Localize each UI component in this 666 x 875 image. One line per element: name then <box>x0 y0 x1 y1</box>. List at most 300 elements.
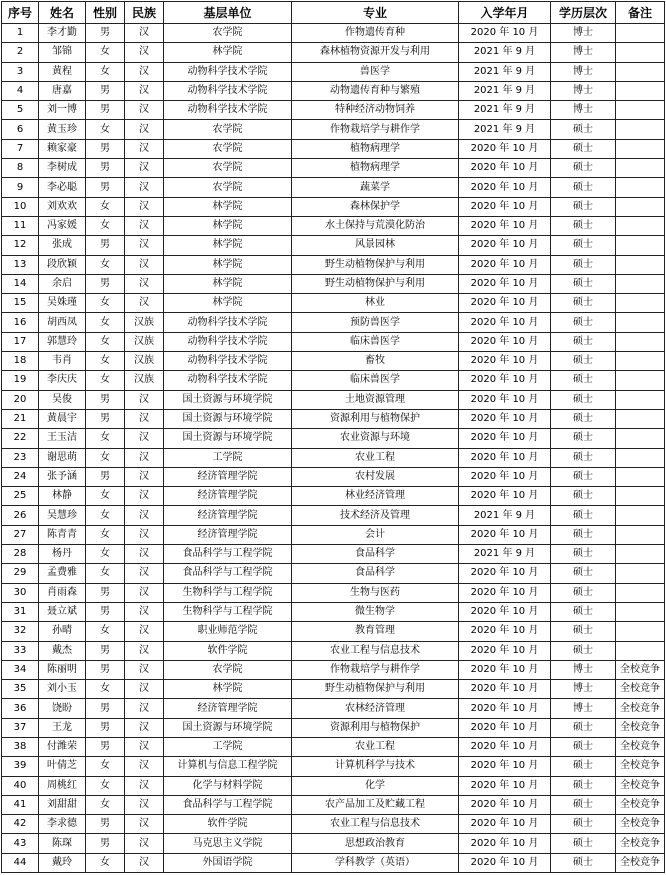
name-cell: 李庆庆 <box>39 371 86 390</box>
major-cell: 微生物学 <box>292 602 459 621</box>
gender-cell: 女 <box>86 332 125 351</box>
unit-cell: 林学院 <box>164 216 292 235</box>
remark-cell <box>616 448 665 467</box>
ethnicity-cell: 汉 <box>125 757 164 776</box>
unit-cell: 马克思主义学院 <box>164 834 292 853</box>
gender-cell: 女 <box>86 371 125 390</box>
enroll-date-cell: 2020 年 10 月 <box>459 159 551 178</box>
degree-cell: 博士 <box>551 660 616 679</box>
ethnicity-cell: 汉 <box>125 159 164 178</box>
remark-cell <box>616 274 665 293</box>
index-cell: 11 <box>2 216 39 235</box>
table-row <box>2 120 665 139</box>
enroll-date-cell: 2020 年 10 月 <box>459 487 551 506</box>
index-cell: 26 <box>2 506 39 525</box>
name-cell: 吴姝瑾 <box>39 294 86 313</box>
table-row <box>2 718 665 737</box>
enroll-date-cell: 2020 年 10 月 <box>459 815 551 834</box>
name-cell: 段欣颖 <box>39 255 86 274</box>
ethnicity-cell: 汉 <box>125 255 164 274</box>
gender-cell: 男 <box>86 274 125 293</box>
table-row <box>2 101 665 120</box>
gender-cell: 男 <box>86 699 125 718</box>
enroll-date-cell: 2020 年 10 月 <box>459 718 551 737</box>
name-cell: 周桃红 <box>39 776 86 795</box>
degree-cell: 博士 <box>551 101 616 120</box>
table-row <box>2 795 665 814</box>
unit-cell: 动物科学技术学院 <box>164 313 292 332</box>
gender-cell: 男 <box>86 660 125 679</box>
remark-cell <box>616 332 665 351</box>
name-cell: 李求德 <box>39 815 86 834</box>
degree-cell: 博士 <box>551 81 616 100</box>
index-cell: 18 <box>2 352 39 371</box>
name-cell: 王玉洁 <box>39 429 86 448</box>
index-cell: 5 <box>2 101 39 120</box>
gender-cell: 男 <box>86 139 125 158</box>
ethnicity-cell: 汉 <box>125 178 164 197</box>
gender-cell: 男 <box>86 718 125 737</box>
header-cell: 备注 <box>616 2 665 24</box>
unit-cell: 职业师范学院 <box>164 622 292 641</box>
ethnicity-cell: 汉 <box>125 139 164 158</box>
table-row <box>2 699 665 718</box>
major-cell: 资源利用与植物保护 <box>292 409 459 428</box>
index-cell: 3 <box>2 62 39 81</box>
table-row <box>2 178 665 197</box>
enroll-date-cell: 2020 年 10 月 <box>459 467 551 486</box>
table-row <box>2 737 665 756</box>
name-cell: 李必聪 <box>39 178 86 197</box>
table-row <box>2 43 665 62</box>
major-cell: 风景园林 <box>292 236 459 255</box>
name-cell: 肖雨森 <box>39 583 86 602</box>
table-row <box>2 236 665 255</box>
index-cell: 40 <box>2 776 39 795</box>
gender-cell: 女 <box>86 255 125 274</box>
major-cell: 森林保护学 <box>292 197 459 216</box>
remark-cell <box>616 352 665 371</box>
index-cell: 27 <box>2 525 39 544</box>
index-cell: 34 <box>2 660 39 679</box>
index-cell: 25 <box>2 487 39 506</box>
major-cell: 农业工程 <box>292 448 459 467</box>
enroll-date-cell: 2020 年 10 月 <box>459 429 551 448</box>
ethnicity-cell: 汉 <box>125 487 164 506</box>
table-row <box>2 448 665 467</box>
unit-cell: 动物科学技术学院 <box>164 62 292 81</box>
major-cell: 野生动植物保护与利用 <box>292 274 459 293</box>
degree-cell: 硕士 <box>551 236 616 255</box>
unit-cell: 食品科学与工程学院 <box>164 795 292 814</box>
unit-cell: 动物科学技术学院 <box>164 352 292 371</box>
unit-cell: 经济管理学院 <box>164 487 292 506</box>
ethnicity-cell: 汉 <box>125 680 164 699</box>
name-cell: 孟费雅 <box>39 564 86 583</box>
table-row <box>2 371 665 390</box>
table-row <box>2 757 665 776</box>
enroll-date-cell: 2020 年 10 月 <box>459 448 551 467</box>
major-cell: 临床兽医学 <box>292 332 459 351</box>
enroll-date-cell: 2020 年 10 月 <box>459 660 551 679</box>
enroll-date-cell: 2020 年 10 月 <box>459 641 551 660</box>
index-cell: 42 <box>2 815 39 834</box>
unit-cell: 林学院 <box>164 680 292 699</box>
remark-cell <box>616 236 665 255</box>
remark-cell <box>616 641 665 660</box>
remark-cell <box>616 24 665 43</box>
major-cell: 农林经济管理 <box>292 699 459 718</box>
major-cell: 农业资源与环境 <box>292 429 459 448</box>
enroll-date-cell: 2020 年 10 月 <box>459 525 551 544</box>
unit-cell: 林学院 <box>164 236 292 255</box>
gender-cell: 女 <box>86 313 125 332</box>
ethnicity-cell: 汉 <box>125 216 164 235</box>
gender-cell: 男 <box>86 236 125 255</box>
ethnicity-cell: 汉 <box>125 660 164 679</box>
unit-cell: 食品科学与工程学院 <box>164 564 292 583</box>
major-cell: 水土保持与荒漠化防治 <box>292 216 459 235</box>
degree-cell: 硕士 <box>551 197 616 216</box>
enroll-date-cell: 2020 年 10 月 <box>459 24 551 43</box>
ethnicity-cell: 汉 <box>125 448 164 467</box>
gender-cell: 男 <box>86 467 125 486</box>
unit-cell: 软件学院 <box>164 641 292 660</box>
table-row <box>2 429 665 448</box>
table-row <box>2 159 665 178</box>
ethnicity-cell: 汉 <box>125 81 164 100</box>
unit-cell: 林学院 <box>164 197 292 216</box>
unit-cell: 软件学院 <box>164 815 292 834</box>
index-cell: 20 <box>2 390 39 409</box>
table-row <box>2 467 665 486</box>
degree-cell: 硕士 <box>551 159 616 178</box>
unit-cell: 动物科学技术学院 <box>164 101 292 120</box>
major-cell: 植物病理学 <box>292 139 459 158</box>
degree-cell: 硕士 <box>551 757 616 776</box>
table-row <box>2 622 665 641</box>
table-row <box>2 216 665 235</box>
enroll-date-cell: 2020 年 10 月 <box>459 602 551 621</box>
table-row <box>2 62 665 81</box>
index-cell: 1 <box>2 24 39 43</box>
table-row <box>2 487 665 506</box>
gender-cell: 女 <box>86 853 125 872</box>
name-cell: 刘小玉 <box>39 680 86 699</box>
gender-cell: 男 <box>86 834 125 853</box>
table-row <box>2 24 665 43</box>
major-cell: 农村发展 <box>292 467 459 486</box>
ethnicity-cell: 汉族 <box>125 371 164 390</box>
table-row <box>2 525 665 544</box>
degree-cell: 硕士 <box>551 294 616 313</box>
enroll-date-cell: 2021 年 9 月 <box>459 81 551 100</box>
gender-cell: 男 <box>86 24 125 43</box>
unit-cell: 农学院 <box>164 120 292 139</box>
table-row <box>2 660 665 679</box>
remark-cell <box>616 390 665 409</box>
remark-cell <box>616 101 665 120</box>
name-cell: 陈青青 <box>39 525 86 544</box>
name-cell: 李树成 <box>39 159 86 178</box>
name-cell: 黄晨宇 <box>39 409 86 428</box>
table-row <box>2 352 665 371</box>
degree-cell: 博士 <box>551 680 616 699</box>
major-cell: 计算机科学与技术 <box>292 757 459 776</box>
ethnicity-cell: 汉 <box>125 274 164 293</box>
major-cell: 临床兽医学 <box>292 371 459 390</box>
remark-cell: 全校竞争 <box>616 834 665 853</box>
name-cell: 刘一博 <box>39 101 86 120</box>
degree-cell: 硕士 <box>551 525 616 544</box>
remark-cell <box>616 622 665 641</box>
enroll-date-cell: 2021 年 9 月 <box>459 506 551 525</box>
ethnicity-cell: 汉 <box>125 429 164 448</box>
remark-cell <box>616 178 665 197</box>
enroll-date-cell: 2020 年 10 月 <box>459 352 551 371</box>
table-row <box>2 815 665 834</box>
enroll-date-cell: 2020 年 10 月 <box>459 197 551 216</box>
remark-cell <box>616 409 665 428</box>
degree-cell: 硕士 <box>551 834 616 853</box>
index-cell: 35 <box>2 680 39 699</box>
ethnicity-cell: 汉 <box>125 101 164 120</box>
gender-cell: 女 <box>86 216 125 235</box>
remark-cell: 全校竞争 <box>616 718 665 737</box>
ethnicity-cell: 汉 <box>125 795 164 814</box>
index-cell: 33 <box>2 641 39 660</box>
remark-cell <box>616 506 665 525</box>
name-cell: 王龙 <box>39 718 86 737</box>
enroll-date-cell: 2020 年 10 月 <box>459 564 551 583</box>
ethnicity-cell: 汉 <box>125 834 164 853</box>
index-cell: 32 <box>2 622 39 641</box>
gender-cell: 女 <box>86 197 125 216</box>
table-row <box>2 680 665 699</box>
name-cell: 李才勤 <box>39 24 86 43</box>
degree-cell: 硕士 <box>551 506 616 525</box>
major-cell: 林业经济管理 <box>292 487 459 506</box>
index-cell: 12 <box>2 236 39 255</box>
table-row <box>2 853 665 872</box>
index-cell: 37 <box>2 718 39 737</box>
enroll-date-cell: 2020 年 10 月 <box>459 313 551 332</box>
index-cell: 14 <box>2 274 39 293</box>
unit-cell: 外国语学院 <box>164 853 292 872</box>
gender-cell: 男 <box>86 409 125 428</box>
unit-cell: 林学院 <box>164 294 292 313</box>
remark-cell <box>616 467 665 486</box>
ethnicity-cell: 汉族 <box>125 332 164 351</box>
ethnicity-cell: 汉 <box>125 120 164 139</box>
gender-cell: 女 <box>86 487 125 506</box>
major-cell: 动物遗传育种与繁殖 <box>292 81 459 100</box>
major-cell: 食品科学 <box>292 564 459 583</box>
index-cell: 10 <box>2 197 39 216</box>
unit-cell: 国土资源与环境学院 <box>164 718 292 737</box>
degree-cell: 硕士 <box>551 564 616 583</box>
enroll-date-cell: 2020 年 10 月 <box>459 757 551 776</box>
name-cell: 唐嘉 <box>39 81 86 100</box>
major-cell: 资源利用与植物保护 <box>292 718 459 737</box>
enroll-date-cell: 2020 年 10 月 <box>459 853 551 872</box>
remark-cell <box>616 583 665 602</box>
degree-cell: 硕士 <box>551 313 616 332</box>
name-cell: 林静 <box>39 487 86 506</box>
index-cell: 2 <box>2 43 39 62</box>
unit-cell: 化学与材料学院 <box>164 776 292 795</box>
degree-cell: 硕士 <box>551 409 616 428</box>
gender-cell: 男 <box>86 602 125 621</box>
ethnicity-cell: 汉 <box>125 62 164 81</box>
gender-cell: 女 <box>86 120 125 139</box>
enroll-date-cell: 2020 年 10 月 <box>459 622 551 641</box>
ethnicity-cell: 汉 <box>125 602 164 621</box>
major-cell: 生物与医药 <box>292 583 459 602</box>
gender-cell: 女 <box>86 795 125 814</box>
header-cell: 入学年月 <box>459 2 551 24</box>
ethnicity-cell: 汉 <box>125 641 164 660</box>
degree-cell: 硕士 <box>551 737 616 756</box>
degree-cell: 硕士 <box>551 487 616 506</box>
enroll-date-cell: 2020 年 10 月 <box>459 274 551 293</box>
gender-cell: 女 <box>86 757 125 776</box>
degree-cell: 博士 <box>551 62 616 81</box>
gender-cell: 男 <box>86 641 125 660</box>
degree-cell: 硕士 <box>551 352 616 371</box>
degree-cell: 硕士 <box>551 583 616 602</box>
table-row <box>2 834 665 853</box>
major-cell: 技术经济及管理 <box>292 506 459 525</box>
remark-cell <box>616 313 665 332</box>
enroll-date-cell: 2020 年 10 月 <box>459 390 551 409</box>
major-cell: 农业工程与信息技术 <box>292 815 459 834</box>
enroll-date-cell: 2020 年 10 月 <box>459 236 551 255</box>
unit-cell: 经济管理学院 <box>164 506 292 525</box>
ethnicity-cell: 汉 <box>125 776 164 795</box>
table-row <box>2 274 665 293</box>
header-cell: 序号 <box>2 2 39 24</box>
name-cell: 杨丹 <box>39 545 86 564</box>
unit-cell: 食品科学与工程学院 <box>164 545 292 564</box>
enroll-date-cell: 2020 年 10 月 <box>459 332 551 351</box>
ethnicity-cell: 汉 <box>125 699 164 718</box>
gender-cell: 男 <box>86 159 125 178</box>
index-cell: 17 <box>2 332 39 351</box>
unit-cell: 国土资源与环境学院 <box>164 429 292 448</box>
unit-cell: 林学院 <box>164 43 292 62</box>
header-cell: 专业 <box>292 2 459 24</box>
index-cell: 9 <box>2 178 39 197</box>
table-row <box>2 197 665 216</box>
name-cell: 谢思萌 <box>39 448 86 467</box>
major-cell: 作物栽培学与耕作学 <box>292 660 459 679</box>
major-cell: 土地资源管理 <box>292 390 459 409</box>
ethnicity-cell: 汉 <box>125 43 164 62</box>
ethnicity-cell: 汉 <box>125 737 164 756</box>
index-cell: 8 <box>2 159 39 178</box>
degree-cell: 硕士 <box>551 815 616 834</box>
ethnicity-cell: 汉 <box>125 294 164 313</box>
unit-cell: 农学院 <box>164 139 292 158</box>
unit-cell: 动物科学技术学院 <box>164 332 292 351</box>
name-cell: 陈琛 <box>39 834 86 853</box>
name-cell: 饶盼 <box>39 699 86 718</box>
name-cell: 陈丽明 <box>39 660 86 679</box>
remark-cell <box>616 216 665 235</box>
degree-cell: 硕士 <box>551 139 616 158</box>
remark-cell <box>616 487 665 506</box>
unit-cell: 农学院 <box>164 159 292 178</box>
name-cell: 戴玲 <box>39 853 86 872</box>
ethnicity-cell: 汉 <box>125 622 164 641</box>
name-cell: 冯家媛 <box>39 216 86 235</box>
ethnicity-cell: 汉 <box>125 718 164 737</box>
name-cell: 聂立斌 <box>39 602 86 621</box>
ethnicity-cell: 汉 <box>125 564 164 583</box>
header-cell: 姓名 <box>39 2 86 24</box>
remark-cell: 全校竞争 <box>616 776 665 795</box>
degree-cell: 硕士 <box>551 390 616 409</box>
index-cell: 31 <box>2 602 39 621</box>
gender-cell: 女 <box>86 776 125 795</box>
major-cell: 森林植物资源开发与利用 <box>292 43 459 62</box>
unit-cell: 工学院 <box>164 448 292 467</box>
degree-cell: 博士 <box>551 43 616 62</box>
degree-cell: 硕士 <box>551 332 616 351</box>
remark-cell: 全校竞争 <box>616 680 665 699</box>
unit-cell: 经济管理学院 <box>164 525 292 544</box>
enroll-date-cell: 2020 年 10 月 <box>459 795 551 814</box>
enroll-date-cell: 2021 年 9 月 <box>459 545 551 564</box>
degree-cell: 博士 <box>551 699 616 718</box>
ethnicity-cell: 汉 <box>125 853 164 872</box>
unit-cell: 国土资源与环境学院 <box>164 390 292 409</box>
major-cell: 野生动植物保护与利用 <box>292 255 459 274</box>
major-cell: 兽医学 <box>292 62 459 81</box>
gender-cell: 男 <box>86 737 125 756</box>
table-row <box>2 506 665 525</box>
name-cell: 孙晴 <box>39 622 86 641</box>
unit-cell: 动物科学技术学院 <box>164 371 292 390</box>
table-row <box>2 313 665 332</box>
degree-cell: 硕士 <box>551 641 616 660</box>
major-cell: 作物遗传育种 <box>292 24 459 43</box>
remark-cell <box>616 159 665 178</box>
index-cell: 24 <box>2 467 39 486</box>
enroll-date-cell: 2020 年 10 月 <box>459 583 551 602</box>
major-cell: 特种经济动物饲养 <box>292 101 459 120</box>
enroll-date-cell: 2020 年 10 月 <box>459 737 551 756</box>
gender-cell: 女 <box>86 448 125 467</box>
ethnicity-cell: 汉 <box>125 583 164 602</box>
major-cell: 农产品加工及贮藏工程 <box>292 795 459 814</box>
degree-cell: 硕士 <box>551 429 616 448</box>
gender-cell: 男 <box>86 815 125 834</box>
enroll-date-cell: 2020 年 10 月 <box>459 178 551 197</box>
name-cell: 刘欢欢 <box>39 197 86 216</box>
major-cell: 野生动植物保护与利用 <box>292 680 459 699</box>
table-body <box>2 24 665 873</box>
table-row <box>2 776 665 795</box>
enroll-date-cell: 2020 年 10 月 <box>459 371 551 390</box>
degree-cell: 硕士 <box>551 120 616 139</box>
name-cell: 黄程 <box>39 62 86 81</box>
degree-cell: 博士 <box>551 24 616 43</box>
header-cell: 基层单位 <box>164 2 292 24</box>
gender-cell: 男 <box>86 101 125 120</box>
name-cell: 刘甜甜 <box>39 795 86 814</box>
